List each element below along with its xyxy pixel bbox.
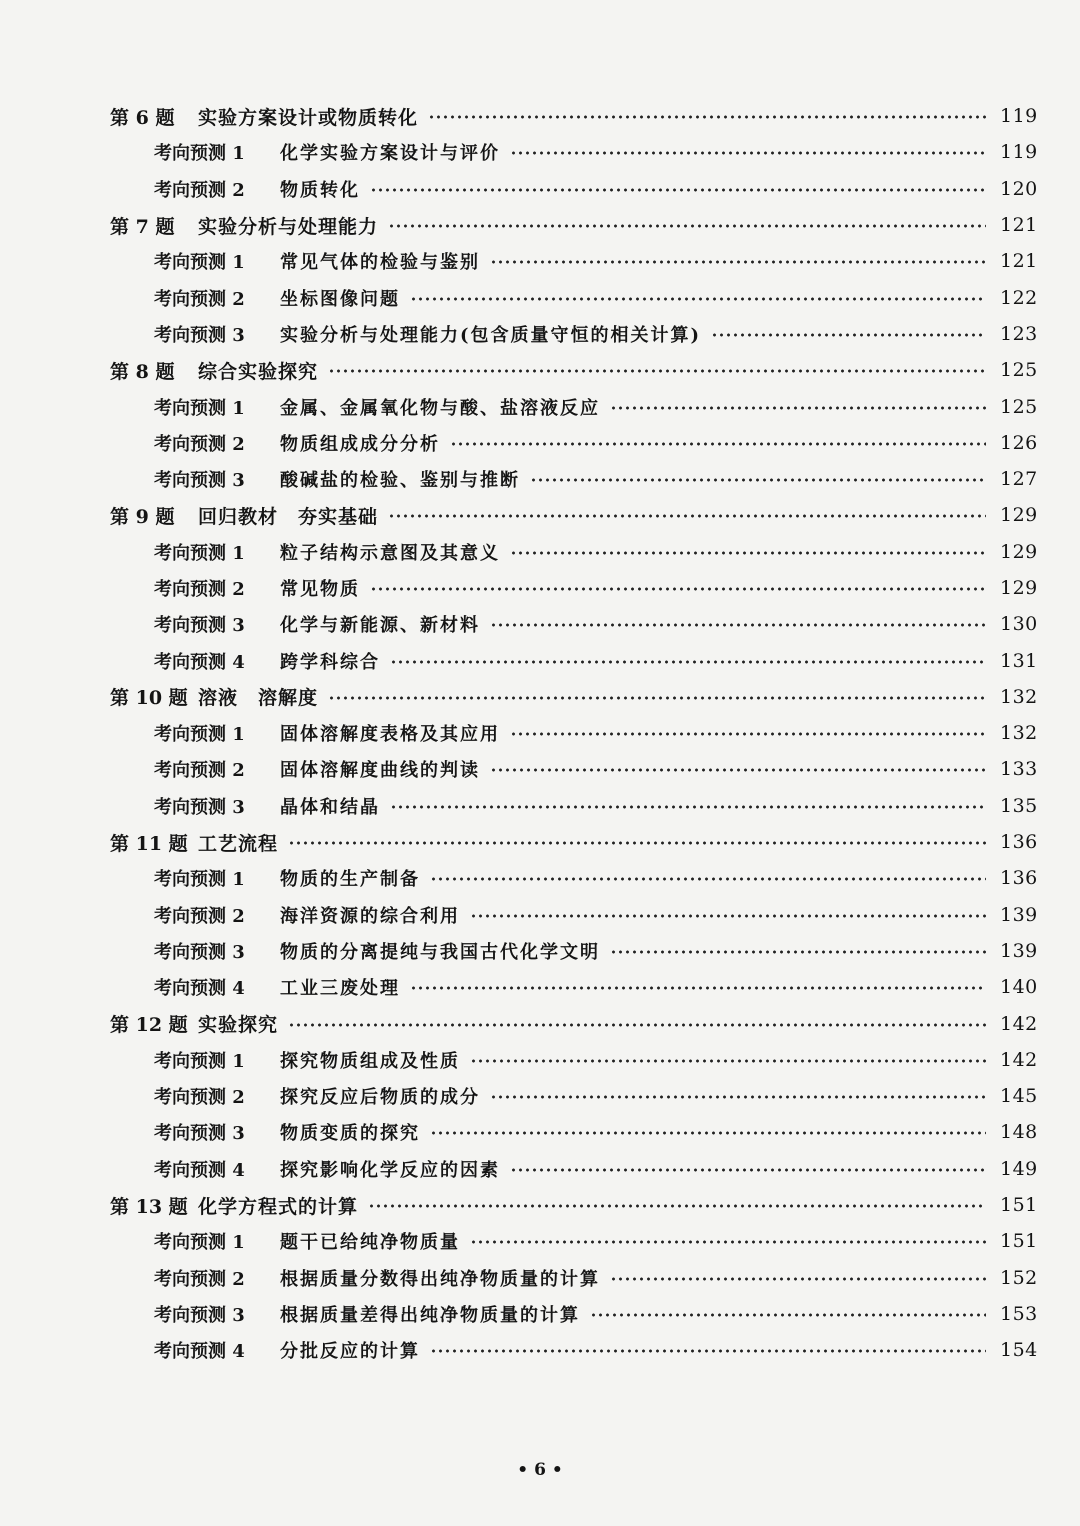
entry-heading [154,974,400,1000]
entry-heading [154,865,420,891]
chapter-number: 第 6 题 [110,106,175,129]
page-ref: 127 [1000,468,1038,491]
entry-title: 实验探究 [198,1014,279,1037]
toc-subsection-entry [0,1042,1080,1078]
entry-heading [110,829,278,856]
dot-leader [428,115,986,119]
entry-heading [154,756,480,782]
page-ref: 130 [1000,613,1038,636]
page-ref: 120 [1000,177,1038,200]
page-ref: 151 [1000,1194,1038,1217]
entry-heading [154,793,380,819]
chapter-number: 第 7 题 [110,215,175,238]
subsection-number: 考向预测 2 [154,1268,245,1290]
toc-subsection-entry [0,606,1080,642]
entry-title: 物质的生产制备 [280,869,420,891]
chapter-number: 第 13 题 [110,1195,188,1218]
entry-heading [154,139,500,165]
dot-leader [510,151,986,155]
dot-leader [390,805,986,809]
toc-subsection-entry [0,534,1080,570]
subsection-number: 考向预测 1 [154,1050,245,1072]
page-ref: 129 [1000,577,1038,599]
entry-title: 物质变质的探究 [280,1123,420,1145]
entry-title: 海洋资源的综合利用 [280,905,460,927]
toc-subsection-entry [0,171,1080,207]
page-ref: 122 [1000,286,1038,309]
page-ref: 121 [1000,214,1038,237]
dot-leader [470,914,986,918]
entry-title: 探究影响化学反应的因素 [280,1159,500,1181]
subsection-number: 考向预测 3 [154,1304,245,1326]
page-ref: 154 [1000,1339,1038,1362]
page-ref: 148 [1000,1121,1038,1144]
page-ref: 136 [1000,831,1038,854]
entry-heading [154,902,460,928]
toc-chapter-entry [0,679,1080,715]
entry-heading [154,1301,580,1327]
toc-subsection-entry [0,1151,1080,1187]
dot-leader [510,732,986,736]
entry-title: 物质的分离提纯与我国古代化学文明 [280,941,600,963]
dot-leader [368,1204,986,1208]
subsection-number: 考向预测 2 [154,905,245,927]
toc-subsection-entry [0,969,1080,1005]
toc-chapter-entry [0,207,1080,243]
page-ref: 121 [1000,250,1038,273]
toc-subsection-entry [0,933,1080,969]
entry-heading [154,1083,480,1109]
page-ref: 139 [1000,903,1038,926]
dot-leader [388,514,986,518]
entry-heading [154,1228,460,1254]
toc-subsection-entry [0,897,1080,933]
entry-title: 根据质量差得出纯净物质量的计算 [280,1304,580,1326]
subsection-number: 考向预测 3 [154,470,245,492]
toc-subsection-entry [0,461,1080,497]
entry-title: 分批反应的计算 [280,1341,420,1363]
entry-title: 坐标图像问题 [280,288,400,310]
entry-title: 根据质量分数得出纯净物质量的计算 [280,1268,600,1290]
entry-heading [110,1010,278,1037]
entry-heading [154,539,500,565]
entry-heading [154,1156,500,1182]
toc-subsection-entry [0,1223,1080,1259]
entry-title: 实验分析与处理能力(包含质量守恒的相关计算) [280,324,702,346]
toc-subsection-entry [0,1296,1080,1332]
toc-subsection-entry [0,642,1080,678]
page-ref: 125 [1000,359,1038,382]
dot-leader [390,660,986,664]
page-ref: 129 [1000,540,1038,563]
chapter-number: 第 12 题 [110,1014,188,1037]
page-ref: 131 [1000,649,1038,672]
dot-leader [490,623,986,627]
entry-title: 题干已给纯净物质量 [280,1232,460,1254]
page-ref: 153 [1000,1302,1038,1325]
page-ref: 145 [1000,1085,1038,1108]
entry-title: 工艺流程 [198,832,279,855]
entry-title: 探究反应后物质的成分 [280,1087,480,1109]
entry-heading [154,176,360,202]
toc-subsection-entry [0,134,1080,170]
page-ref: 136 [1000,867,1038,890]
entry-heading [110,212,378,239]
page-ref: 135 [1000,794,1038,817]
entry-title: 常见物质 [280,579,360,600]
subsection-number: 考向预测 2 [154,288,245,310]
page-ref: 119 [1000,105,1038,128]
subsection-number: 考向预测 3 [154,941,245,963]
subsection-number: 考向预测 3 [154,796,245,818]
page-ref: 140 [1000,976,1038,999]
dot-leader [388,224,986,228]
entry-title: 实验方案设计或物质转化 [198,106,419,129]
subsection-number: 考向预测 4 [154,1159,245,1181]
entry-title: 晶体和结晶 [280,796,380,818]
entry-heading [154,648,380,674]
entry-heading [154,248,480,274]
subsection-number: 考向预测 4 [154,651,245,673]
toc-subsection-entry [0,860,1080,896]
subsection-number: 考向预测 4 [154,978,245,1000]
page-ref: 132 [1000,685,1038,708]
entry-title: 物质转化 [280,179,360,201]
subsection-number: 考向预测 3 [154,615,245,637]
page-ref: 142 [1000,1012,1038,1035]
subsection-number: 考向预测 1 [154,724,245,746]
subsection-number: 考向预测 1 [154,869,245,891]
dot-leader [510,1168,986,1172]
entry-title: 探究物质组成及性质 [280,1050,460,1072]
subsection-number: 考向预测 2 [154,179,245,201]
dot-leader [510,551,986,555]
toc-chapter-entry [0,1005,1080,1041]
page-ref: 142 [1000,1048,1038,1071]
entry-heading [154,938,600,964]
subsection-number: 考向预测 2 [154,433,245,455]
toc-subsection-entry [0,1114,1080,1150]
toc-subsection-entry [0,1260,1080,1296]
entry-title: 酸碱盐的检验、鉴别与推断 [280,470,520,492]
entry-heading [110,103,418,130]
dot-leader [610,1277,986,1281]
toc-subsection-entry [0,715,1080,751]
entry-heading [154,430,440,456]
entry-heading [154,575,360,601]
dot-leader [288,841,986,845]
entry-title: 常见气体的检验与鉴别 [280,252,480,274]
page-ref: 125 [1000,395,1038,418]
chapter-number: 第 9 题 [110,505,175,528]
toc-subsection-entry [0,388,1080,424]
toc-subsection-entry [0,243,1080,279]
chapter-number: 第 8 题 [110,360,175,383]
entry-title: 工业三废处理 [280,978,400,1000]
entry-title: 物质组成成分分析 [280,433,440,455]
dot-leader [530,478,986,482]
entry-heading [154,1337,420,1363]
subsection-number: 考向预测 2 [154,760,245,782]
entry-heading [154,321,701,347]
page-ref: 151 [1000,1230,1038,1253]
entry-heading [154,1119,420,1145]
toc-subsection-entry [0,788,1080,824]
entry-title: 跨学科综合 [280,651,380,673]
dot-leader [450,442,986,446]
chapter-number: 第 11 题 [110,832,188,855]
entry-title: 化学方程式的计算 [198,1195,359,1218]
dot-leader [370,188,986,192]
dot-leader [288,1023,986,1027]
dot-leader [590,1313,986,1317]
toc-subsection-entry [0,1332,1080,1368]
subsection-number: 考向预测 3 [154,1123,245,1145]
entry-heading [110,1192,358,1219]
dot-leader [410,297,986,301]
toc-chapter-entry [0,497,1080,533]
entry-heading [154,1047,460,1073]
entry-title: 回归教材 夯实基础 [198,505,379,528]
dot-leader [470,1240,986,1244]
dot-leader [490,260,986,264]
page-ref: 129 [1000,504,1038,527]
entry-title: 实验分析与处理能力 [198,215,379,238]
toc-chapter-entry [0,1187,1080,1223]
page-ref: 152 [1000,1266,1038,1289]
entry-heading [110,502,378,529]
entry-title: 溶液 溶解度 [198,687,319,710]
dot-leader [430,877,986,881]
dot-leader [328,369,986,373]
toc-subsection-entry [0,570,1080,606]
subsection-number: 考向预测 1 [154,1232,245,1254]
page-ref: 126 [1000,431,1038,454]
dot-leader [370,587,986,591]
toc-subsection-entry [0,1078,1080,1114]
subsection-number: 考向预测 1 [154,252,245,274]
toc-chapter-entry [0,824,1080,860]
dot-leader [470,1059,986,1063]
subsection-number: 考向预测 3 [154,324,245,346]
subsection-number: 考向预测 4 [154,1341,245,1363]
entry-heading [154,720,500,746]
dot-leader [430,1131,986,1135]
toc-chapter-entry [0,352,1080,388]
subsection-number: 考向预测 2 [154,579,245,600]
page-ref: 133 [1000,758,1038,781]
entry-heading [110,357,318,384]
chapter-number: 第 10 题 [110,687,188,710]
dot-leader [410,986,986,990]
dot-leader [711,333,986,337]
dot-leader [430,1349,986,1353]
entry-title: 固体溶解度表格及其应用 [280,724,500,746]
entry-heading [154,611,480,637]
subsection-number: 考向预测 2 [154,1087,245,1109]
entry-heading [110,683,318,710]
page-ref: 119 [1000,141,1038,164]
toc-subsection-entry [0,316,1080,352]
subsection-number: 考向预测 1 [154,143,245,165]
entry-title: 金属、金属氧化物与酸、盐溶液反应 [280,397,600,419]
page-number: • 6 • [517,1460,563,1480]
subsection-number: 考向预测 1 [154,542,245,564]
dot-leader [490,768,986,772]
toc-subsection-entry [0,751,1080,787]
dot-leader [490,1095,986,1099]
subsection-number: 考向预测 1 [154,397,245,419]
toc-subsection-entry [0,425,1080,461]
entry-title: 综合实验探究 [198,360,319,383]
entry-title: 固体溶解度曲线的判读 [280,760,480,782]
page-ref: 132 [1000,722,1038,745]
dot-leader [610,950,986,954]
toc-subsection-entry [0,279,1080,315]
entry-heading [154,285,400,311]
entry-title: 化学实验方案设计与评价 [280,143,500,165]
entry-heading [154,466,520,492]
page-ref: 123 [1000,322,1038,345]
entry-heading [154,1265,600,1291]
entry-heading [154,394,600,420]
page-ref: 139 [1000,939,1038,962]
entry-title: 粒子结构示意图及其意义 [280,542,500,564]
entry-title: 化学与新能源、新材料 [280,615,480,637]
table-of-contents [0,98,1080,1368]
dot-leader [328,696,986,700]
toc-chapter-entry [0,98,1080,134]
dot-leader [610,406,986,410]
page-ref: 149 [1000,1157,1038,1180]
